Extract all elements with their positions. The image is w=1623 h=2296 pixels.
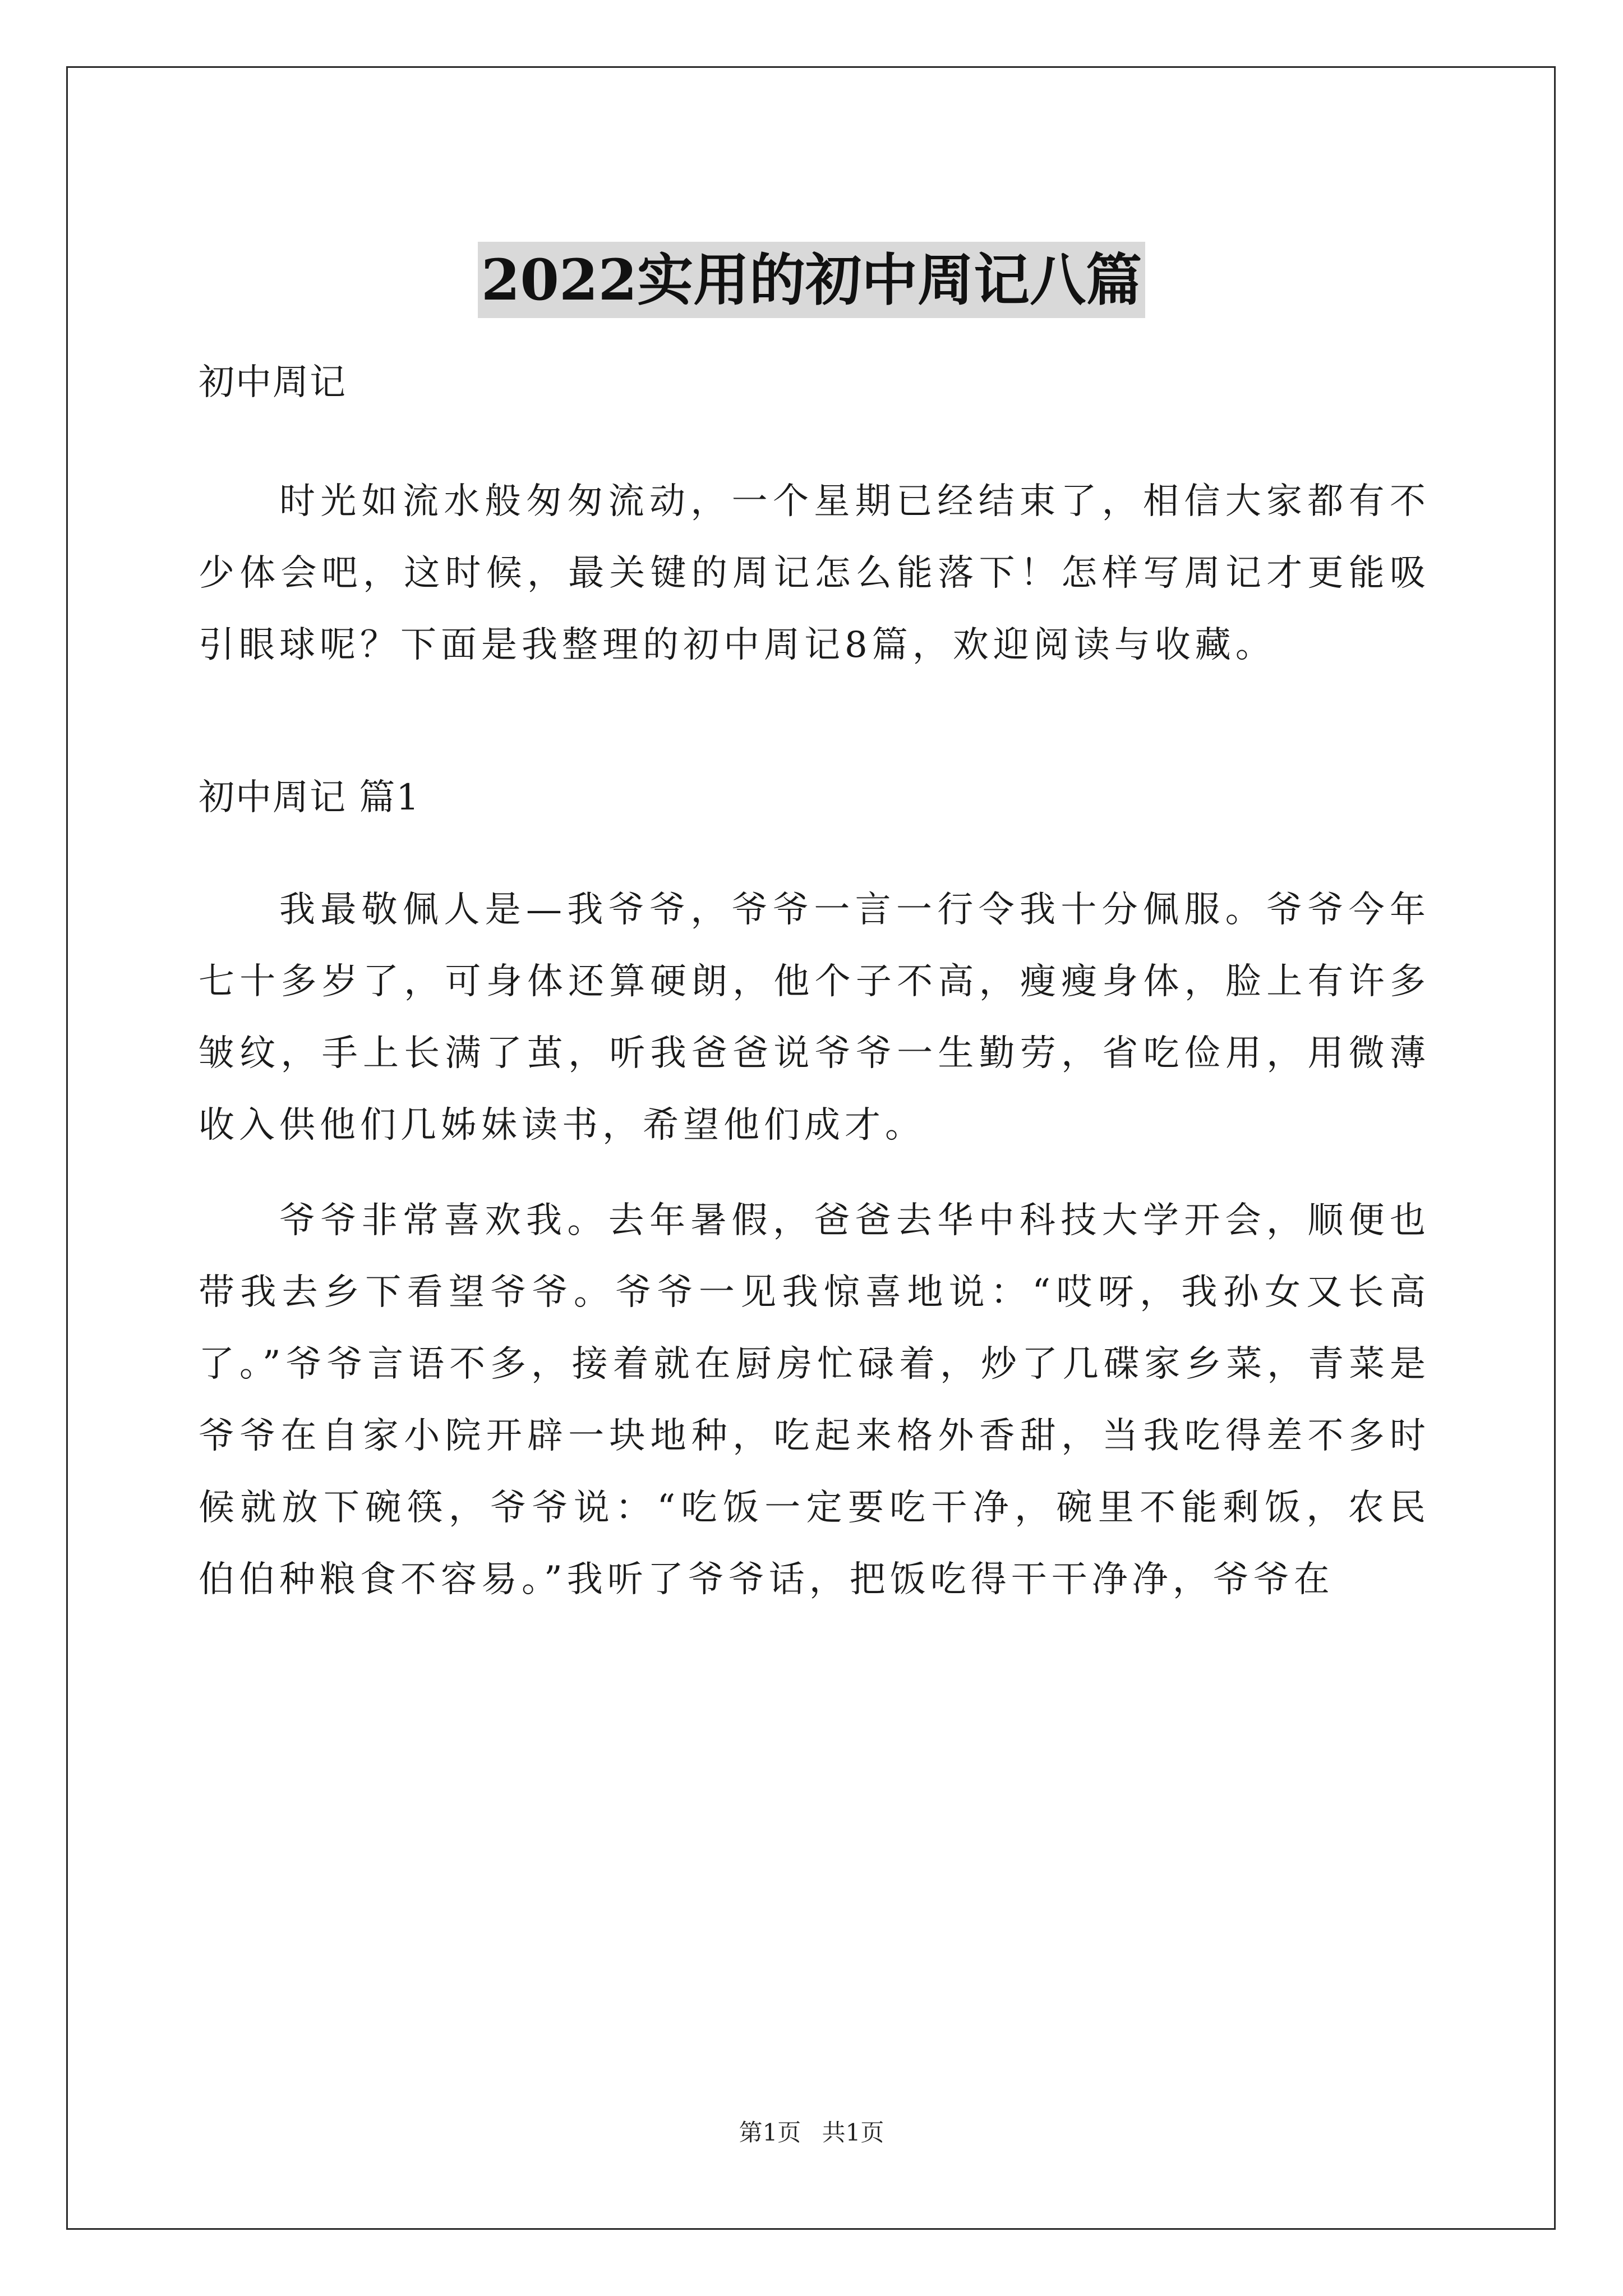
page-number: 第1页 xyxy=(739,2119,801,2146)
paragraph-intro: 时光如流水般匆匆流动，一个星期已经结束了，相信大家都有不少体会吧，这时候，最关键的周记怎么能落下！怎样写周记才更能吸引眼球呢？下面是我整理的初中周记8篇，欢迎阅读与收藏。 xyxy=(199,481,1430,666)
page-total: 共1页 xyxy=(822,2119,884,2146)
page-footer xyxy=(0,2116,1623,2150)
section-heading-part1: 初中周记 篇1 xyxy=(199,777,421,818)
paragraph-part1-1: 我最敬佩人是—我爷爷，爷爷一言一行令我十分佩服。爷爷今年七十多岁了，可身体还算硬朗，他个子不高，瘦瘦身体，脸上有许多皱纹，手上长满了茧，听我爸爸说爷爷一生勤劳，省吃俭用，用微薄收入供他们几姊妹读书，希望他们成才。 xyxy=(199,889,1430,1146)
paragraph-part1-2: 爷爷非常喜欢我。去年暑假，爸爸去华中科技大学开会，顺便也带我去乡下看望爷爷。爷爷一见我惊喜地说：“哎呀，我孙女又长高了。”爷爷言语不多，接着就在厨房忙碌着，炒了几碟家乡菜，青菜是爷爷在自家小院开辟一块地种，吃起来格外香甜，当我吃得差不多时候就放下碗筷，爷爷说：“吃饭一定要吃干净，碗里不能剩饭，农民伯伯种粮食不容易。”我听了爷爷话，把饭吃得干干净净，爷爷在 xyxy=(199,1200,1430,1600)
section-heading-intro: 初中周记 xyxy=(199,362,347,403)
document-title: 2022实用的初中周记八篇 xyxy=(478,242,1145,318)
document-body xyxy=(199,314,1430,1616)
